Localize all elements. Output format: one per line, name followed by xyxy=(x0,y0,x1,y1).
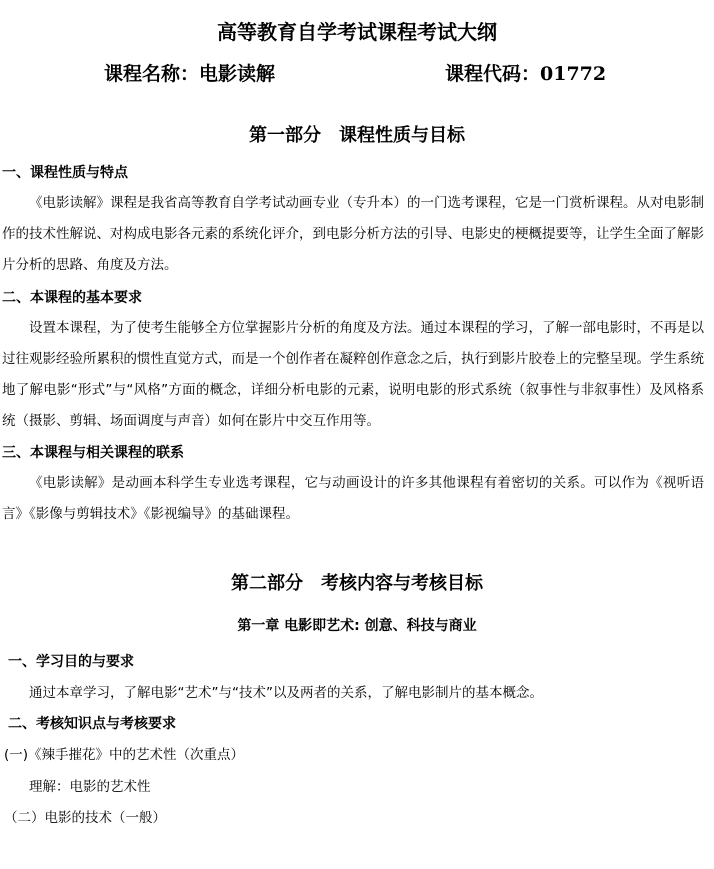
document-title: 高等教育自学考试课程考试大纲 xyxy=(217,20,497,44)
list-item: （二）电影的技术（一般） xyxy=(4,810,166,826)
section-heading-nature: 一、课程性质与特点 xyxy=(2,165,128,181)
section-text-learning-goals: 通过本章学习，了解电影“艺术”与“技术”以及两者的关系，了解电影制片的基本概念。 xyxy=(29,685,543,701)
section-text-related-courses: 《电影读解》是动画本科学生专业选考课程，它与动画设计的许多其他课程有着密切的关系。可以作为《视听语言》《影像与剪辑技术》《影视编导》的基础课程。 xyxy=(2,475,704,522)
course-code: 课程代码：01772 xyxy=(445,63,607,85)
list-item: (一)《辣手摧花》中的艺术性（次重点） xyxy=(4,747,245,763)
part-two-title: 第二部分 考核内容与考核目标 xyxy=(231,573,483,594)
section-heading-related-courses: 三、本课程与相关课程的联系 xyxy=(2,445,184,461)
part-one-title: 第一部分 课程性质与目标 xyxy=(249,125,465,146)
list-item: 理解：电影的艺术性 xyxy=(29,779,151,795)
section-heading-exam-points: 二、考核知识点与考核要求 xyxy=(8,716,176,732)
section-heading-learning-goals: 一、学习目的与要求 xyxy=(8,654,134,670)
section-heading-requirements: 二、本课程的基本要求 xyxy=(2,290,142,306)
section-text-nature: 《电影读解》课程是我省高等教育自学考试动画专业（专升本）的一门选考课程，它是一门赏析课程。从对电影制作的技术性解说、对构成电影各元素的系统化评介，到电影分析方法的引导、电影史的梗概提要等，让学生全面了解影片分析的思路、角度及方法。 xyxy=(2,195,704,273)
course-name: 课程名称：电影读解 xyxy=(104,63,276,85)
section-text-requirements: 设置本课程，为了使考生能够全方位掌握影片分析的角度及方法。通过本课程的学习，了解一部电影时，不再是以过往观影经验所累积的惯性直觉方式，而是一个创作者在凝粹创作意念之后，执行到影片胶卷上的完整呈现。学生系统地了解电影“形式”与“风格”方面的概念，详细分析电影的元素，说明电影的形式系统（叙事性与非叙事性）及风格系统（摄影、剪辑、场面调度与声音）如何在影片中交互作用等。 xyxy=(2,320,704,429)
chapter-one-title: 第一章 电影即艺术: 创意、科技与商业 xyxy=(237,618,477,634)
